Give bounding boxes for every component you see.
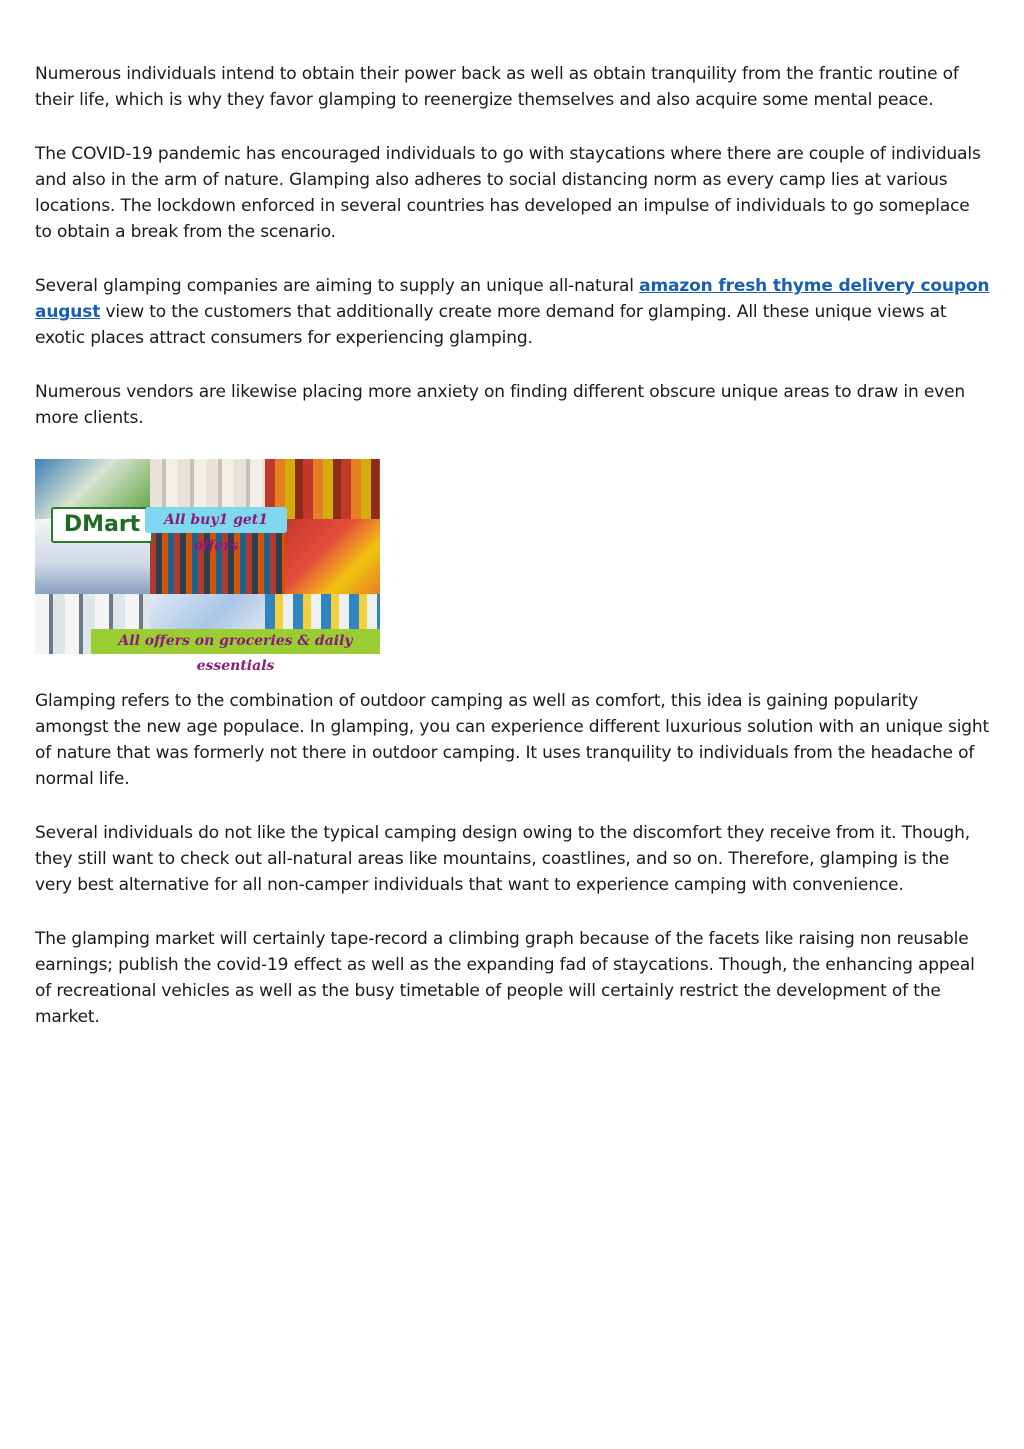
store-logo-banner: DMart: [51, 507, 153, 543]
paragraph-3-text-after: view to the customers that additionally create more demand for glamping. All these unique views at exotic places attract consumers for experiencing glamping.: [35, 302, 947, 348]
store-offers-image: [35, 459, 380, 674]
collage-tile: [285, 519, 380, 594]
paragraph-1: Numerous individuals intend to obtain their power back as well as obtain tranquility from the frantic routine of their life, which is why they favor glamping to reenergize themselves and also acquire some mental peace.: [35, 64, 959, 110]
paragraph-3: [35, 273, 991, 351]
paragraph-7: The glamping market will certainly tape-record a climbing graph because of the facets like raising non reusable earnings; publish the covid-19 effect as well as the expanding fad of staycations. Though, the enhancing appeal of recreational vehicles as well as the busy timetable of people will certainly restrict the development of the market.: [35, 929, 975, 1027]
paragraph-2: The COVID-19 pandemic has encouraged individuals to go with staycations where there are couple of individuals and also in the arm of nature. Glamping also adheres to social distancing norm as every camp lies at various locations. The lockdown enforced in several countries has developed an impulse of individuals to go someplace to obtain a break from the scenario.: [35, 144, 981, 242]
bottom-banner: All offers on groceries & daily essentials: [91, 629, 380, 654]
paragraph-6: Several individuals do not like the typical camping design owing to the discomfort they receive from it. Though, they still want to check out all-natural areas like mountains, coastlines, and so on. Therefore, glamping is the very best alternative for all non-camper individuals that want to experience camping with convenience.: [35, 823, 970, 895]
document-page: [35, 61, 991, 1058]
paragraph-3-text-before: Several glamping companies are aiming to supply an unique all-natural: [35, 276, 640, 296]
paragraph-4: Numerous vendors are likewise placing more anxiety on finding different obscure unique areas to draw in even more clients.: [35, 382, 966, 428]
coupon-link[interactable]: amazon fresh thyme delivery coupon august: [35, 276, 990, 322]
paragraph-5: Glamping refers to the combination of outdoor camping as well as comfort, this idea is gaining popularity amongst the new age populace. In glamping, you can experience different luxurious solution with an unique sight of nature that was formerly not there in outdoor camping. It uses tranquility to individuals from the headache of normal life.: [35, 691, 990, 789]
offer-banner: All buy1 get1 offers: [145, 507, 287, 533]
